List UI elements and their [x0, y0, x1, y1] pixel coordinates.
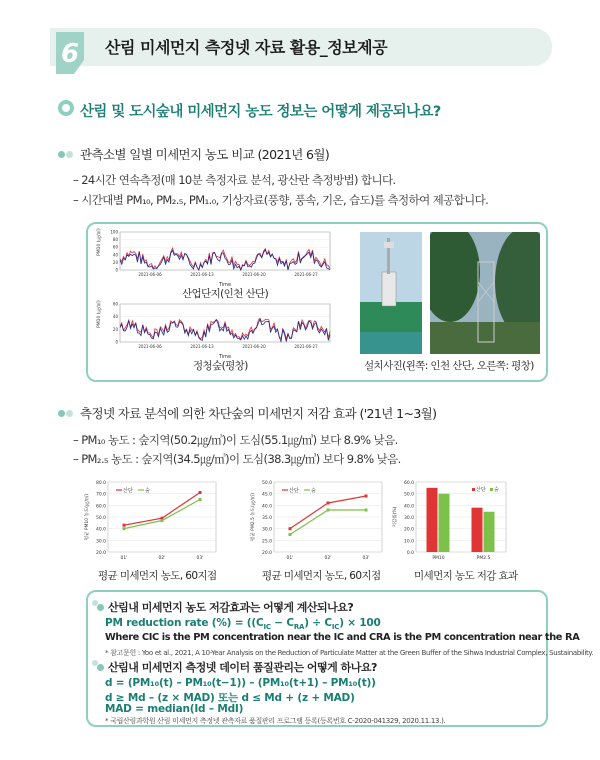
- data-point: [161, 519, 164, 522]
- info-heading-2: 산림내 미세먼지 측정넷 데이터 품질관리는 어떻게 하나요?: [108, 661, 377, 674]
- section-number-badge: [52, 30, 88, 76]
- info-heading-1: 산림내 미세먼지 농도 저감효과는 어떻게 계산되나요?: [108, 601, 354, 614]
- ytick-label: 45.0: [261, 492, 272, 498]
- timeseries-chart-industrial: [92, 228, 342, 292]
- legend-label: 숲: [311, 488, 316, 494]
- subsection-title-1: 관측소별 일별 미세먼지 농도 비교 (2021년 6월): [80, 147, 330, 162]
- ytick-label: 0: [115, 339, 118, 345]
- bar-chart-reduction: [388, 476, 538, 566]
- chart-caption-reduction: 미세먼지 농도 저감 효과: [414, 570, 518, 582]
- data-point: [123, 524, 126, 527]
- formula-note: Where CIC is the PM concentration near the IC and CRA is the PM concentration near the RA: [105, 632, 580, 643]
- bar-산단-PM2.5: [472, 508, 483, 552]
- xtick-label: 2021-06-20: [242, 344, 266, 349]
- data-point: [327, 502, 330, 505]
- question-heading: 산림 및 도시숲내 미세먼지 농도 정보는 어떻게 제공되나요?: [80, 104, 441, 120]
- ytick-label: 50.0: [261, 481, 272, 486]
- y-axis-label: 평균 PM10 농도(㎍/㎥): [85, 493, 90, 541]
- ytick-label: 40: [112, 314, 118, 320]
- data-point: [199, 491, 202, 494]
- data-point: [365, 495, 368, 498]
- ytick-label: 80.0: [95, 481, 106, 486]
- info-bullet-icon: [92, 660, 106, 670]
- data-point: [327, 509, 330, 512]
- legend-label: 숲: [145, 488, 150, 494]
- chart1-caption: 산업단지(인천 산단): [182, 288, 269, 300]
- ytick-label: 100: [110, 229, 118, 235]
- line-chart-pm10: [80, 476, 230, 566]
- ytick-label: 80: [112, 237, 118, 243]
- line-chart-pm25: [246, 476, 396, 566]
- section-number: 6: [60, 39, 80, 69]
- ytick-label: 60: [112, 301, 118, 307]
- xtick-label: 2021-06-20: [242, 272, 266, 277]
- xtick-label: 01': [286, 556, 294, 561]
- chart-caption-pm25: 평균 미세먼지 농도, 60지점: [262, 570, 381, 582]
- ytick-label: 50.0: [403, 492, 414, 498]
- reference-1: * 참고문헌 : Yoo et al., 2021, A 10-Year Analysis on the Reduction of Particulate Matter at the Green Buffer of the Sihwa Industrial Complex, Sustainability.: [105, 649, 594, 657]
- subsection-title-2: 측정넷 자료 분석에 의한 차단숲의 미세먼지 저감 효과 ('21년 1~3월): [80, 406, 437, 421]
- ytick-label: 10.0: [403, 539, 414, 545]
- bar-산단-PM10: [427, 488, 438, 552]
- xtick-label: 2021-06-27: [294, 344, 318, 349]
- xtick-label: 2021-06-27: [294, 272, 318, 277]
- legend-label: 산단: [289, 488, 299, 494]
- ytick-label: 20: [112, 259, 118, 265]
- data-point: [289, 533, 292, 536]
- xtick-label: PM10: [432, 556, 445, 561]
- ytick-label: 70.0: [95, 492, 106, 498]
- series-line-산단: [290, 496, 366, 529]
- bar-숲-PM10: [439, 494, 450, 552]
- ytick-label: 40: [112, 252, 118, 258]
- series-line-숲: [290, 510, 366, 535]
- y-axis-label: 평균 PM2.5 농도(㎍/㎥): [251, 492, 256, 542]
- ytick-label: 30.0: [261, 527, 272, 533]
- subsection-dots-icon: [58, 409, 76, 417]
- section1-bullet-1: – 24시간 연속측정(매 10분 측정자료 분석, 광산란 측정방법) 합니다.: [73, 173, 396, 187]
- ytick-label: 20.0: [261, 551, 272, 556]
- ytick-label: 40.0: [95, 527, 106, 533]
- ytick-label: 20: [112, 326, 118, 332]
- data-point: [289, 527, 292, 530]
- ytick-label: 35.0: [261, 516, 272, 521]
- ytick-label: 40.0: [403, 504, 414, 510]
- legend-label: 산단: [123, 488, 133, 494]
- legend-label: 숲: [494, 487, 499, 493]
- ytick-label: 20.0: [95, 551, 106, 556]
- section2-bullet-1: – PM₁₀ 농도 : 숲지역(50.2㎍/㎥)이 도심(55.1㎍/㎥) 보다 8.9% 낮음.: [73, 433, 398, 447]
- xtick-label: 2021-06-13: [190, 344, 214, 349]
- chart-caption-pm10: 평균 미세먼지 농도, 60지점: [98, 570, 217, 582]
- ytick-label: 0: [115, 267, 118, 273]
- ts1-ylabel: PM10 (㎍/㎥): [97, 228, 102, 256]
- ytick-label: 50.0: [95, 516, 106, 521]
- legend-swatch: [490, 488, 493, 491]
- photo-incheon-station: [360, 232, 422, 354]
- xtick-label: 03': [196, 556, 204, 561]
- xtick-label: 02': [324, 556, 332, 561]
- xtick-label: 2021-06-06: [138, 272, 162, 277]
- question-bullet-icon: [58, 100, 74, 116]
- xtick-label: 2021-06-13: [190, 272, 214, 277]
- subsection-dots-icon: [58, 150, 76, 158]
- series-line-숲: [124, 500, 200, 529]
- formula-mad: MAD = median(Id – MdI): [105, 703, 244, 715]
- ytick-label: 20.0: [403, 527, 414, 533]
- xtick-label: 02': [158, 556, 166, 561]
- ytick-label: 30.0: [403, 516, 414, 521]
- formula-d: d = (PM₁₀(t) – PM₁₀(t−1)) – (PM₁₀(t+1) – PM₁₀(t)): [105, 677, 376, 689]
- ytick-label: 25.0: [261, 539, 272, 545]
- xtick-label: PM2.5: [476, 556, 491, 561]
- chart2-caption: 정청숲(평창): [193, 360, 248, 372]
- formula-reduction-rate: PM reduction rate (%) = $((C_{IC} - C_{RA}) \div C_{IC}) \times 100$: [105, 617, 381, 632]
- reference-2: * 국립산림과학원 산림 미세먼지 측정넷 관측자료 품질관리 프로그램 등록(등록번호 C-2020-041329, 2020.11.13.).: [105, 717, 446, 725]
- ts2-xlabel: Time: [218, 354, 232, 360]
- xtick-label: 2021-06-06: [138, 344, 162, 349]
- ytick-label: 60: [112, 244, 118, 250]
- legend-label: 산단: [476, 487, 486, 493]
- xtick-label: 03': [362, 556, 370, 561]
- ts2-ylabel: PM10 (㎍/㎥): [97, 300, 102, 328]
- formula-range: d ≥ Md – (z × MAD) 또는 d ≤ Md + (z + MAD): [105, 692, 355, 704]
- data-point: [365, 509, 368, 512]
- data-point: [123, 527, 126, 530]
- xtick-label: 01': [120, 556, 128, 561]
- ytick-label: 40.0: [261, 504, 272, 510]
- y-axis-label: 저감률(%): [393, 506, 398, 528]
- ts1-xlabel: Time: [218, 282, 232, 288]
- timeseries-chart-forest: [92, 300, 342, 364]
- photo-pyeongchang-station: [430, 232, 540, 354]
- legend-swatch: [472, 488, 475, 491]
- section2-bullet-2: – PM₂.₅ 농도 : 숲지역(34.5㎍/㎥)이 도심(38.3㎍/㎥) 보다 9.8% 낮음.: [73, 452, 401, 466]
- page-title: 산림 미세먼지 측정넷 자료 활용_정보제공: [105, 38, 388, 57]
- ytick-label: 0.0: [406, 551, 414, 556]
- ytick-label: 60.0: [95, 504, 106, 510]
- photo-caption: 설치사진(왼쪽: 인천 산단, 오른쪽: 평창): [364, 360, 534, 372]
- info-bullet-icon: [92, 600, 106, 610]
- section1-bullet-2: – 시간대별 PM₁₀, PM₂.₅, PM₁.₀, 기상자료(풍향, 풍속, 기온, 습도)를 측정하여 제공합니다.: [73, 193, 489, 207]
- bar-숲-PM2.5: [484, 512, 495, 552]
- ytick-label: 30.0: [95, 539, 106, 545]
- data-point: [199, 498, 202, 501]
- ytick-label: 60.0: [403, 481, 414, 486]
